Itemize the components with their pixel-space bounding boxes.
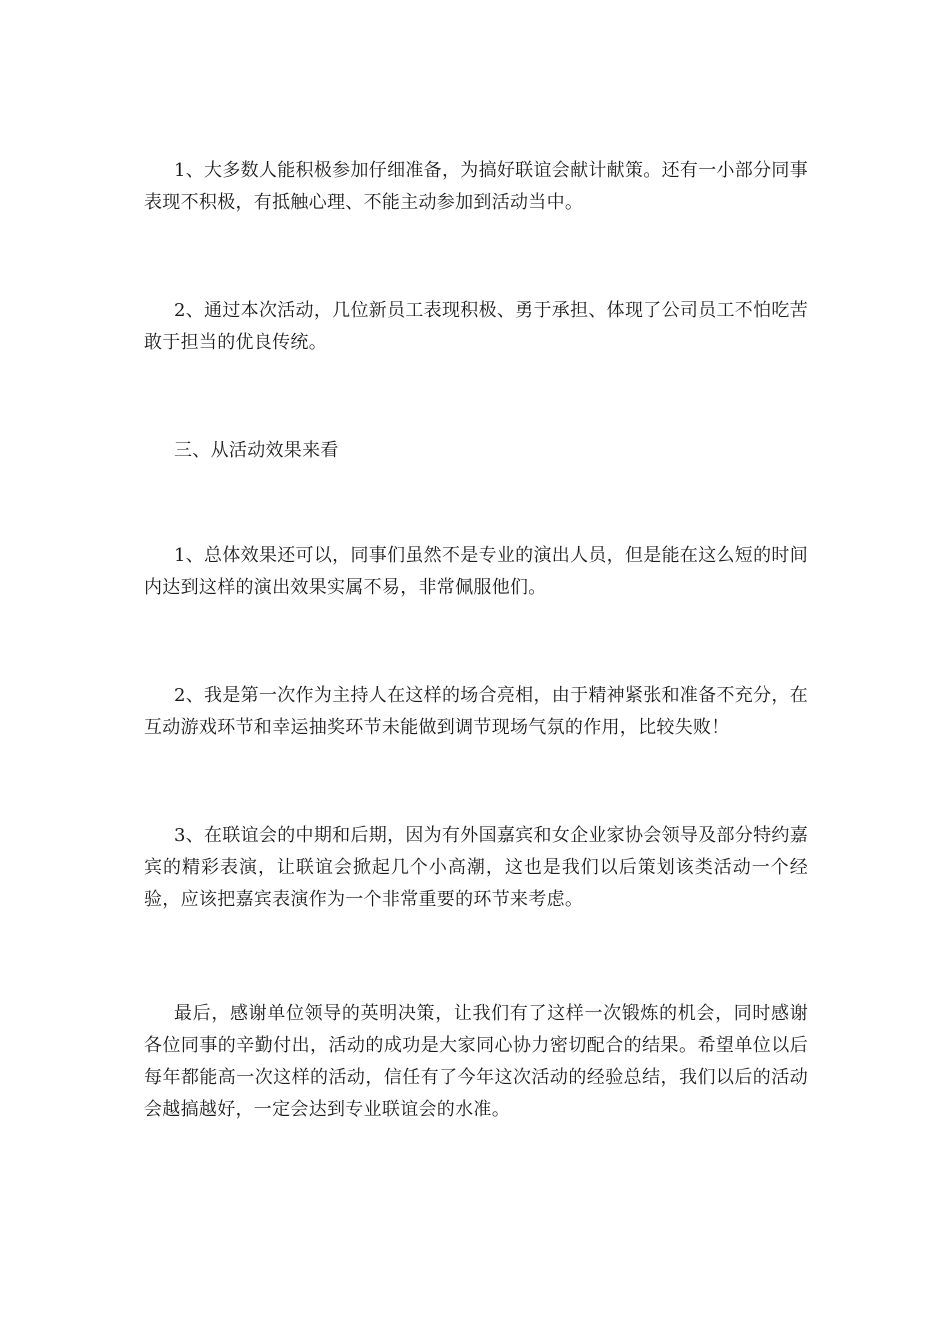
paragraph-host-reflection: 2、我是第一次作为主持人在这样的场合亮相，由于精神紧张和准备不充分，在互动游戏环节和幸运抽奖环节未能做到调节现场气氛的作用，比较失败！ (144, 685, 808, 738)
paragraph-closing-thanks: 最后，感谢单位领导的英明决策，让我们有了这样一次锻炼的机会，同时感谢各位同事的辛勤付出，活动的成功是大家同心协力密切配合的结果。希望单位以后每年都能高一次这样的活动，信任有了今年这次活动的经验总结，我们以后的活动会越搞越好，一定会达到专业联谊会的水准。 (144, 1003, 808, 1120)
paragraph-overall-effect: 1、总体效果还可以，同事们虽然不是专业的演出人员，但是能在这么短的时间内达到这样的演出效果实属不易，非常佩服他们。 (144, 545, 808, 598)
paragraph-new-employees: 2、通过本次活动，几位新员工表现积极、勇于承担、体现了公司员工不怕吃苦敢于担当的优良传统。 (144, 300, 808, 353)
paragraph-guest-performance: 3、在联谊会的中期和后期，因为有外国嘉宾和女企业家协会领导及部分特约嘉宾的精彩表演，让联谊会掀起几个小高潮，这也是我们以后策划该类活动一个经验，应该把嘉宾表演作为一个非常重要的环节来考虑。 (144, 825, 808, 910)
paragraph-participation-attitude: 1、大多数人能积极参加仔细准备，为搞好联谊会献计献策。还有一小部分同事表现不积极，有抵触心理、不能主动参加到活动当中。 (144, 160, 808, 213)
section-heading-activity-effect: 三、从活动效果来看 (174, 440, 339, 461)
